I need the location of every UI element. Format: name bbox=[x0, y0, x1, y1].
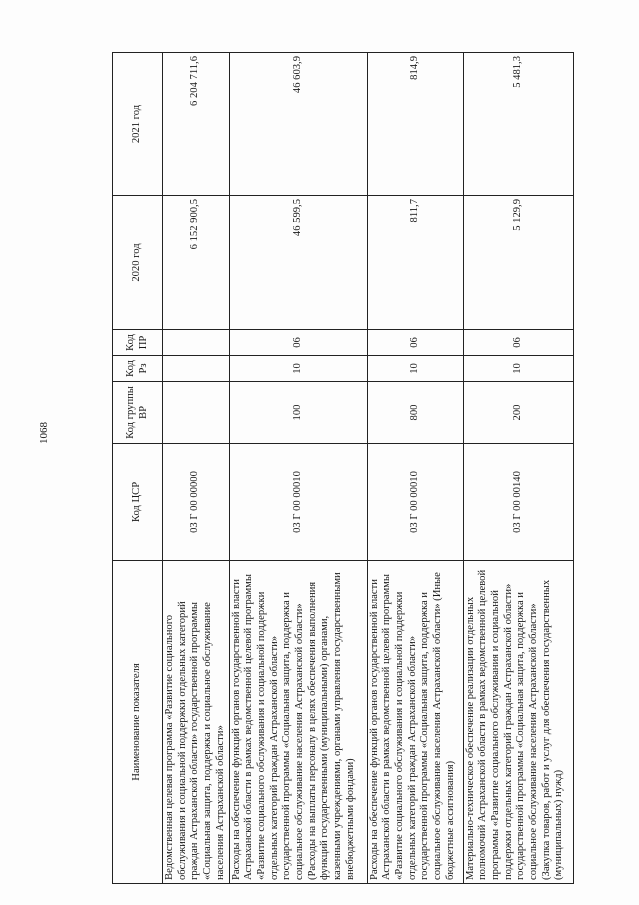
header-csr: Код ЦСР bbox=[113, 444, 163, 561]
row-2020: 46 599,5 bbox=[229, 196, 367, 330]
row-name: Материально-техническое обеспечение реализации отдельных полномочий Астраханской области в рамках ведомственной целевой программы «Развитие социального обслуживания и социальной поддержки отдельных категорий граждан Астраханской области» государственной программы «Социальная защита, поддержка и социальное обслуживание населения Астраханской области» (Закупка товаров, работ и услуг для обеспечения государственных (муниципальных) нужд) bbox=[463, 561, 573, 884]
row-rz: 10 bbox=[463, 356, 573, 382]
row-csr: 03 Г 00 00140 bbox=[463, 444, 573, 561]
row-2021: 814,9 bbox=[367, 53, 463, 196]
header-2020: 2020 год bbox=[113, 196, 163, 330]
row-2020: 811,7 bbox=[367, 196, 463, 330]
row-vr: 100 bbox=[229, 382, 367, 444]
header-vr: Код группы ВР bbox=[113, 382, 163, 444]
table-row bbox=[367, 53, 463, 884]
row-rz bbox=[163, 356, 230, 382]
row-2020: 5 129,9 bbox=[463, 196, 573, 330]
header-pr: Код ПР bbox=[113, 330, 163, 356]
table-row bbox=[463, 53, 573, 884]
header-name: Наименование показателя bbox=[113, 561, 163, 884]
row-2021: 5 481,3 bbox=[463, 53, 573, 196]
row-csr: 03 Г 00 00000 bbox=[163, 444, 230, 561]
row-2020: 6 152 900,5 bbox=[163, 196, 230, 330]
table-header-row bbox=[113, 53, 163, 884]
row-name: Расходы на обеспечение функций органов государственной власти Астраханской области в рамках ведомственной целевой программы «Развитие социального обслуживания и социальной поддержки отдельных категорий граждан Астраханской области» государственной программы «Социальная защита, поддержка и социальное обслуживание населения Астраханской области» (Иные бюджетные ассигнования) bbox=[367, 561, 463, 884]
table-row bbox=[163, 53, 230, 884]
row-2021: 6 204 711,6 bbox=[163, 53, 230, 196]
row-2021: 46 603,9 bbox=[229, 53, 367, 196]
row-rz: 10 bbox=[229, 356, 367, 382]
row-name: Ведомственная целевая программа «Развитие социального обслуживания и социальной поддержки отдельных категорий граждан Астраханской области» государственной программы «Социальная защита, поддержка и социальное обслуживание населения Астраханской области» bbox=[163, 561, 230, 884]
budget-table bbox=[112, 52, 574, 884]
row-csr: 03 Г 00 00010 bbox=[229, 444, 367, 561]
row-rz: 10 bbox=[367, 356, 463, 382]
header-rz: Код Рз bbox=[113, 356, 163, 382]
table-row bbox=[229, 53, 367, 884]
row-pr: 06 bbox=[229, 330, 367, 356]
row-vr: 800 bbox=[367, 382, 463, 444]
row-vr bbox=[163, 382, 230, 444]
row-pr: 06 bbox=[367, 330, 463, 356]
row-name: Расходы на обеспечение функций органов государственной власти Астраханской области в рамках ведомственной целевой программы «Развитие социального обслуживания и социальной поддержки отдельных категорий граждан Астраханской области» государственной программы «Социальная защита, поддержка и социальное обслуживание населения Астраханской области» (Расходы на выплаты персоналу в целях обеспечения выполнения функций государственными (муниципальными) органами, казенными учреждениями, органами управления государственными внебюджетными фондами) bbox=[229, 561, 367, 884]
row-pr: 06 bbox=[463, 330, 573, 356]
header-2021: 2021 год bbox=[113, 53, 163, 196]
row-vr: 200 bbox=[463, 382, 573, 444]
rotated-table-container bbox=[112, 53, 565, 884]
row-csr: 03 Г 00 00010 bbox=[367, 444, 463, 561]
row-pr bbox=[163, 330, 230, 356]
page-number: 1068 bbox=[38, 422, 50, 444]
